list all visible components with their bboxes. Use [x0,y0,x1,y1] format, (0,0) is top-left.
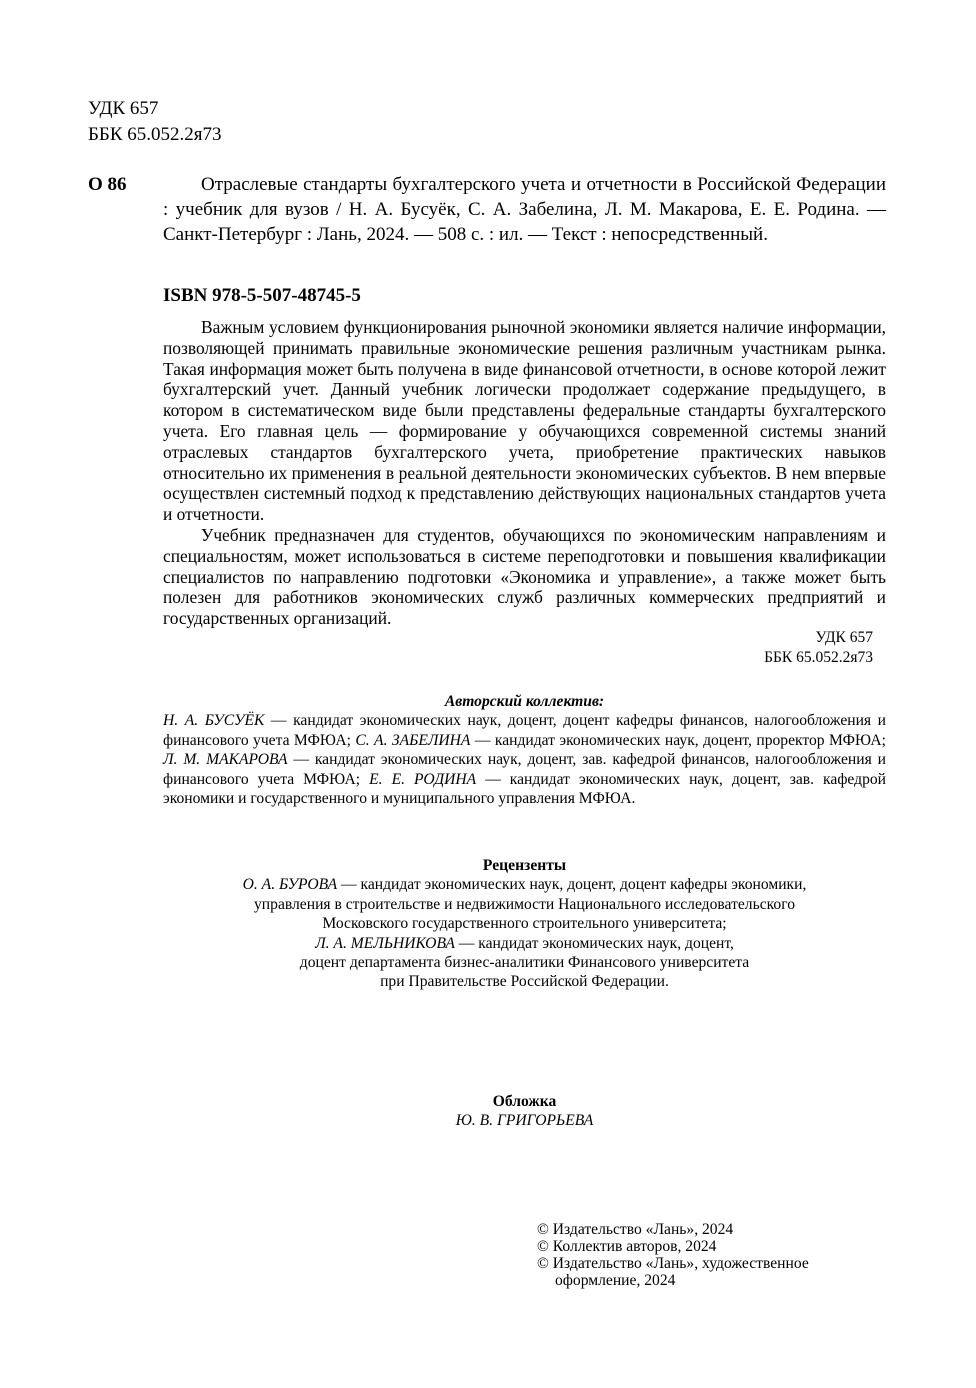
reviewer-name: О. А. БУРОВА [242,876,338,894]
isbn: ISBN 978-5-507-48745-5 [163,285,361,306]
author-name: С. А. ЗАБЕЛИНА [355,731,471,749]
author-name: Н. А. БУСУЁК [163,712,265,730]
annotation [163,317,886,629]
annotation-paragraph: Учебник предназначен для студентов, обучающихся по экономическим направлениям и специальностям, может использоваться в системе переподготовки и повышения квалификации специалистов по направлению подготовки «Экономика и управление», а также может быть полезен для работников экономических служб различных коммерческих предприятий и государственных организаций. [163,524,886,629]
author-name: Е. Е. РОДИНА [369,770,477,788]
copyright-line: © Издательство «Лань», 2024 [537,1221,734,1238]
udk-code: УДК 657 [88,98,159,119]
author-description: — кандидат экономических наук, доцент, зав. кафедрой экономики и государственного и муниципального управления МФЮА. [163,770,887,808]
reviewer-entry [163,875,886,933]
cover-designer: Ю. В. ГРИГОРЬЕВА [455,1112,594,1130]
bbk-code: ББК 65.052.2я73 [764,649,873,666]
classification-block [88,96,221,148]
reviewer-description: — кандидат экономических наук, доцент, [454,934,734,952]
author-description: — кандидат экономических наук, доцент, доцент кафедры финансов, налогообложения и финансового учета МФЮА; [163,712,887,749]
classification-block-right [700,628,873,668]
authors-heading: Авторский коллектив: [444,693,605,710]
reviewer-line [163,875,886,894]
reviewer-line: доцент департамента бизнес-аналитики Финансового университета [299,954,750,972]
reviewers-section [163,856,886,992]
copyright-line: © Коллектив авторов, 2024 [537,1238,717,1255]
author-description: — кандидат экономических наук, доцент, проректор МФЮА; [470,731,886,749]
author-name: Л. М. МАКАРОВА [163,751,288,769]
bbk-code: ББК 65.052.2я73 [88,124,222,145]
copyright-block [537,1221,877,1289]
authors-section [163,692,886,808]
reviewer-entry [163,934,886,992]
reviewers-heading: Рецензенты [482,857,567,874]
bibliographic-record: Отраслевые стандарты бухгалтерского учета и отчетности в Российской Федерации : учебник для вузов / Н. А. Бусуёк, С. А. Забелина, Л. М. Макарова, Е. Е. Родина. — Санкт-Петербург : Лань, 2024. — 508 с. : ил. — Текст : непосредственный. [163,174,886,245]
reviewer-name: Л. А. МЕЛЬНИКОВА [315,934,455,952]
reviewer-line: Московского государственного строительного университета; [322,915,727,933]
authors-list [163,711,886,808]
author-sign: О 86 [88,174,127,195]
reviewer-line: при Правительстве Российской Федерации. [380,973,669,991]
copyright-line: © Издательство «Лань», художественное [537,1255,809,1272]
reviewer-description: — кандидат экономических наук, доцент, доцент кафедры экономики, [337,876,807,894]
copyright-line: оформление, 2024 [555,1272,676,1289]
reviewer-line: управления в строительстве и недвижимости Национального исследовательского [254,895,795,913]
cover-heading: Обложка [492,1093,557,1110]
cover-section [163,1092,886,1131]
author-description: — кандидат экономических наук, доцент, зав. кафедрой финансов, налогообложения и финансового учета МФЮА; [163,751,886,788]
reviewer-line [163,934,886,953]
annotation-paragraph: Важным условием функционирования рыночной экономики является наличие информации, позволяющей принимать правильные экономические решения различным участникам рынка. Такая информация может быть получена в виде финансовой отчетности, в основе которой лежит бухгалтерский учет. Данный учебник логически продолжает содержание предыдущего, в котором в систематическом виде были представлены федеральные стандарты бухгалтерского учета. Его главная цель — формирование у обучающихся современной системы знаний отраслевых стандартов бухгалтерского учета, приобретение практических навыков относительно их применения в реальной деятельности экономических субъектов. В нем впервые осуществлен системный подход к представлению действующих национальных стандартов учета и отчетности. [163,317,886,525]
udk-code: УДК 657 [815,629,873,646]
